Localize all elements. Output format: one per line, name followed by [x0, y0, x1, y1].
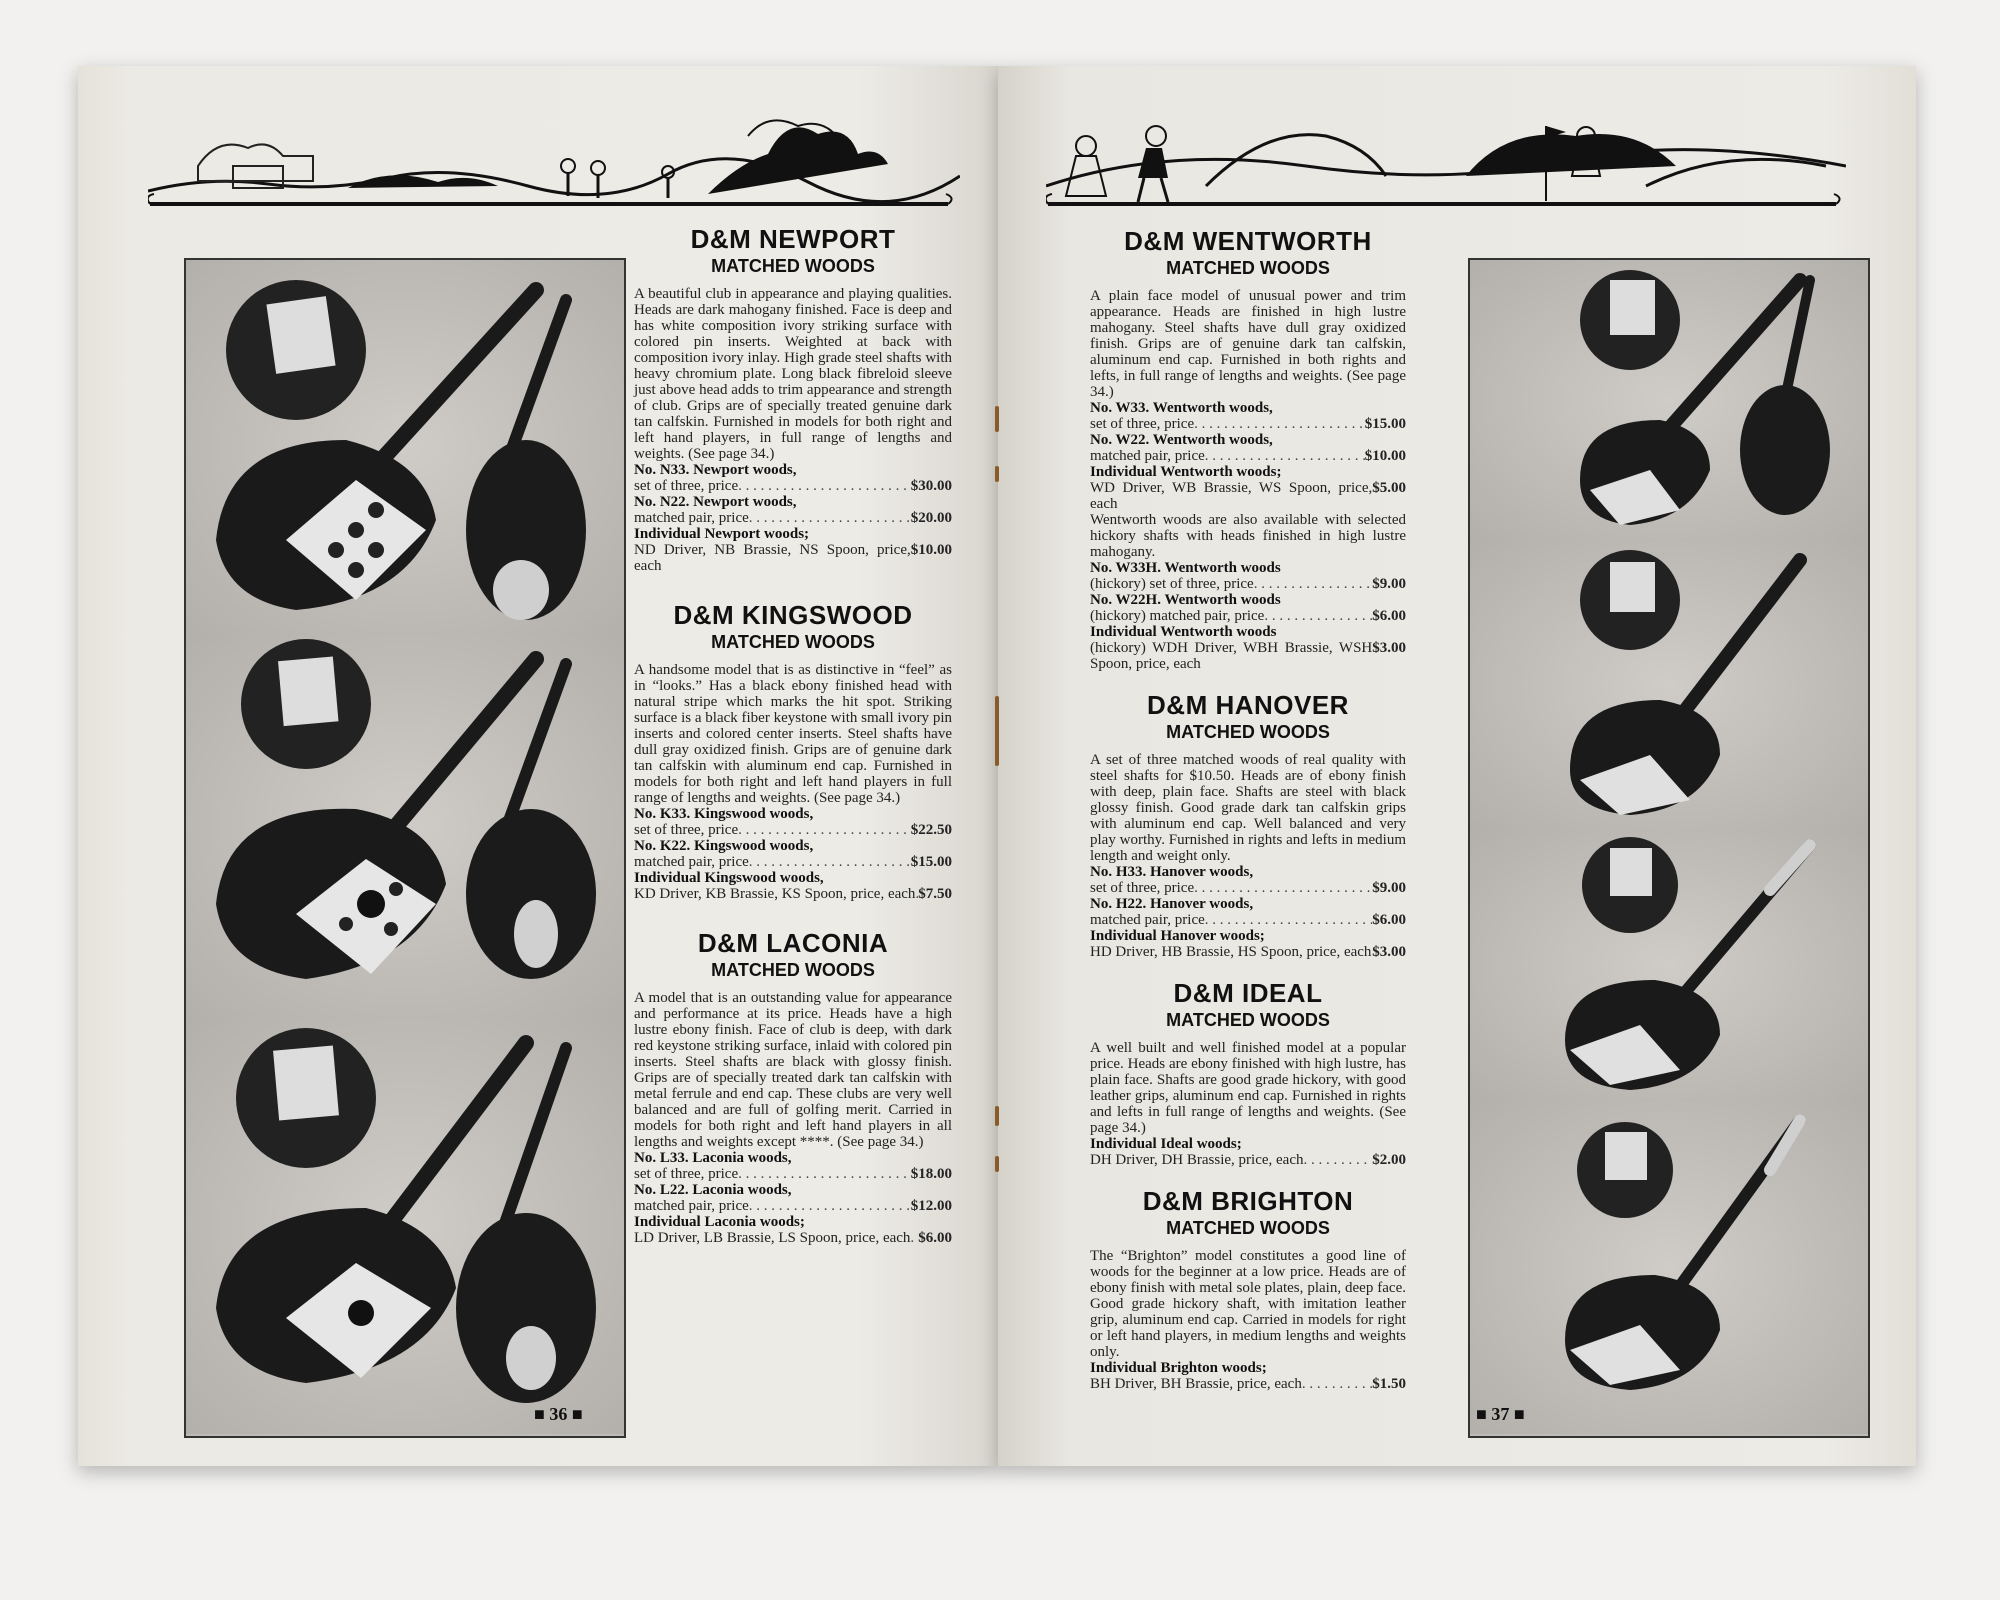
- kingswood-woods-photo: [186, 634, 624, 1020]
- staple-top-2: [995, 466, 999, 482]
- item-description: BH Driver, BH Brassie, price, each: [1090, 1376, 1302, 1392]
- item-code: No. K33. Kingswood woods,: [634, 806, 814, 822]
- price-item: [1090, 1136, 1406, 1168]
- staple-middle: [995, 696, 999, 766]
- section-subtitle: MATCHED WOODS: [711, 256, 875, 276]
- section-description: A plain face model of unusual power and trim appearance. Heads are finished in high lustre mahogany. Steel shafts have dull gray oxidized finish. Grips are of genuine dark tan calfskin, aluminum end cap. Furnished in both rights and lefts, in full range of lengths and weights. (See page 34.): [1090, 288, 1406, 400]
- item-price: $1.50: [1372, 1376, 1406, 1392]
- item-description: matched pair, price: [1090, 912, 1205, 928]
- left-page: [78, 66, 998, 1466]
- price-line: [1090, 416, 1406, 432]
- item-code: Individual Kingswood woods,: [634, 870, 824, 886]
- price-line: [1090, 912, 1406, 928]
- item-code: No. H33. Hanover woods,: [1090, 864, 1254, 880]
- price-line: [634, 854, 952, 870]
- product-section: [1090, 1186, 1406, 1392]
- item-code: Individual Laconia woods;: [634, 1214, 805, 1230]
- newport-woods-photo: [186, 260, 624, 636]
- price-line: [1090, 1152, 1406, 1168]
- open-catalog-booklet: [78, 66, 1916, 1476]
- wentworth-woods-photo: [1470, 260, 1868, 542]
- price-item: [634, 1150, 952, 1182]
- price-line: [1090, 448, 1406, 464]
- item-price: $3.00: [1372, 944, 1406, 960]
- price-item: [634, 462, 952, 494]
- item-description: matched pair, price: [1090, 448, 1205, 464]
- item-description: set of three, price: [1090, 416, 1195, 432]
- section-title: D&M NEWPORT: [690, 224, 896, 254]
- item-code: Individual Hanover woods;: [1090, 928, 1265, 944]
- item-description: (hickory) WDH Driver, WBH Brassie, WSH Spoon, price, each: [1090, 640, 1373, 672]
- item-description: LD Driver, LB Brassie, LS Spoon, price, each: [634, 1230, 911, 1246]
- item-code: No. K22. Kingswood woods,: [634, 838, 814, 854]
- leader-dots: [738, 822, 911, 838]
- item-code: No. W22. Wentworth woods,: [1090, 432, 1273, 448]
- price-line: [634, 510, 952, 526]
- item-code: Individual Newport woods;: [634, 526, 810, 542]
- product-section: [1090, 226, 1406, 672]
- item-description: set of three, price: [634, 1166, 739, 1182]
- product-section: [1090, 978, 1406, 1168]
- item-description: (hickory) set of three, price: [1090, 576, 1254, 592]
- page-number-37: ■ 37 ■: [1476, 1404, 1525, 1424]
- item-code: No. L22. Laconia woods,: [634, 1182, 792, 1198]
- item-price: $20.00: [910, 510, 952, 526]
- item-description: set of three, price: [634, 822, 739, 838]
- ideal-woods-photo: [1470, 830, 1868, 1102]
- item-code: No. W33H. Wentworth woods: [1090, 560, 1281, 576]
- section-description: The “Brighton” model constitutes a good line of woods for the beginner at a low price. Heads are of ebony finish with metal sole plates, plain, deep face. Good grade hickory shaft, with imitation leather grip, aluminum end cap. Carried in models for right or left hand players, in medium lengths and weights only.: [1090, 1248, 1406, 1360]
- product-section: [634, 928, 952, 1246]
- price-line: [634, 478, 952, 494]
- leader-dots: [738, 1166, 911, 1182]
- section-subtitle: MATCHED WOODS: [711, 960, 875, 980]
- item-description: matched pair, price: [634, 510, 749, 526]
- section-subtitle: MATCHED WOODS: [1166, 1218, 1330, 1238]
- leader-dots: [1304, 1152, 1373, 1168]
- price-item: [1090, 592, 1406, 624]
- leader-dots: [1264, 608, 1372, 624]
- product-section: [634, 224, 952, 574]
- club-photo-panel-right: [1468, 258, 1870, 1438]
- staple-top: [995, 406, 999, 432]
- price-line: [1090, 1376, 1406, 1392]
- item-price: $9.00: [1372, 880, 1406, 896]
- item-code: No. W22H. Wentworth woods: [1090, 592, 1281, 608]
- item-price: $15.00: [1364, 416, 1406, 432]
- item-description: WD Driver, WB Brassie, WS Spoon, price, each: [1090, 480, 1373, 512]
- price-item: [1090, 1360, 1406, 1392]
- item-price: $30.00: [910, 478, 952, 494]
- item-price: $12.00: [910, 1198, 952, 1214]
- leader-dots: [1205, 448, 1365, 464]
- item-code: No. H22. Hanover woods,: [1090, 896, 1254, 912]
- section-description: A model that is an outstanding value for appearance and performance at its price. Heads have a high lustre ebony finish. Face of club is deep, with dark red keystone striking surface, inlaid with colored pin inserts. Steel shafts are black with glossy finish. Grips are of specially treated dark tan calfskin with metal ferrule and end cap. These clubs are very well balanced and are full of golfing merit. Carried in models for both right and left hand players in all lengths and weights except ****. (See page 34.): [634, 990, 952, 1150]
- item-price: $10.00: [1364, 448, 1406, 464]
- price-line: [1090, 880, 1406, 896]
- item-code: Individual Brighton woods;: [1090, 1360, 1267, 1376]
- price-line: [634, 1166, 952, 1182]
- item-description: ND Driver, NB Brassie, NS Spoon, price, each: [634, 542, 911, 574]
- leader-dots: [738, 478, 911, 494]
- section-title: D&M HANOVER: [1147, 690, 1349, 720]
- item-price: $10.00: [910, 542, 952, 558]
- club-photo-panel-left: [184, 258, 626, 1438]
- section-title: D&M KINGSWOOD: [673, 600, 913, 630]
- section-subtitle: MATCHED WOODS: [1166, 1010, 1330, 1030]
- price-item: [634, 1214, 952, 1246]
- staple-bottom: [995, 1106, 999, 1126]
- price-line: [1090, 480, 1406, 512]
- price-item: [1090, 864, 1406, 896]
- right-text-column: [1090, 226, 1406, 1392]
- price-line: [1090, 608, 1406, 624]
- leader-dots: [910, 1230, 918, 1246]
- item-description: matched pair, price: [634, 1198, 749, 1214]
- staple-bottom-2: [995, 1156, 999, 1172]
- price-line: [634, 822, 952, 838]
- section-description: A beautiful club in appearance and playing qualities. Heads are dark mahogany finished. Face is deep and has white composition ivory striking surface with colored pin inserts. Weighted at back with composition ivory inlay. High grade steel shafts with heavy chromium plate. Long black fibreloid sleeve just above head adds to trim appearance and strength of club. Grips are of specially treated genuine dark tan calfskin. Furnished in models for both right and left hand players, in full range of lengths and weights. (See page 34.): [634, 286, 952, 462]
- item-description: set of three, price: [634, 478, 739, 494]
- section-title: D&M BRIGHTON: [1142, 1186, 1354, 1216]
- item-price: $9.00: [1372, 576, 1406, 592]
- section-description: A handsome model that is as distinctive in “feel” as in “looks.” Has a black ebony finished head with natural stripe which marks the hit spot. Striking surface is a black fiber keystone with small ivory pin inserts and colored center inserts. Steel shafts have dull gray oxidized finish. Grips are of genuine dark tan calfskin with aluminum end cap. Furnished in models for both right and left hand players in full range of lengths and weights. (See page 34.): [634, 662, 952, 806]
- item-code: No. W33. Wentworth woods,: [1090, 400, 1273, 416]
- section-subtitle: MATCHED WOODS: [711, 632, 875, 652]
- section-title: D&M IDEAL: [1173, 978, 1323, 1008]
- left-text-column: [634, 224, 952, 1246]
- brighton-woods-photo: [1470, 1100, 1868, 1434]
- item-description: (hickory) matched pair, price: [1090, 608, 1265, 624]
- price-item: [1090, 464, 1406, 512]
- price-item: [1090, 432, 1406, 464]
- leader-dots: [749, 510, 911, 526]
- price-item: [634, 806, 952, 838]
- price-item: [634, 526, 952, 574]
- price-line: [634, 542, 952, 574]
- item-price: $6.00: [1372, 608, 1406, 624]
- price-item: [634, 1182, 952, 1214]
- leader-dots: [1194, 880, 1372, 896]
- item-code: No. N22. Newport woods,: [634, 494, 797, 510]
- item-code: Individual Wentworth woods;: [1090, 464, 1282, 480]
- item-description: DH Driver, DH Brassie, price, each: [1090, 1152, 1304, 1168]
- price-item: [634, 870, 952, 902]
- price-item: [1090, 400, 1406, 432]
- price-line: [634, 1198, 952, 1214]
- golf-landscape-header-illustration: [148, 106, 960, 216]
- price-line: [1090, 944, 1406, 960]
- item-description: set of three, price: [1090, 880, 1195, 896]
- item-code: Individual Wentworth woods: [1090, 624, 1277, 640]
- item-description: HD Driver, HB Brassie, HS Spoon, price, each: [1090, 944, 1372, 960]
- product-section: [634, 600, 952, 902]
- item-code: No. L33. Laconia woods,: [634, 1150, 792, 1166]
- section-title: D&M LACONIA: [697, 928, 889, 958]
- item-price: $5.00: [1372, 480, 1406, 496]
- golfers-header-illustration: [1046, 106, 1846, 216]
- price-line: [634, 1230, 952, 1246]
- item-price: $6.00: [918, 1230, 952, 1246]
- section-title: D&M WENTWORTH: [1124, 226, 1372, 256]
- item-price: $7.50: [918, 886, 952, 902]
- item-price: $3.00: [1372, 640, 1406, 656]
- section-subtitle: MATCHED WOODS: [1166, 258, 1330, 278]
- leader-dots: [1302, 1376, 1372, 1392]
- item-price: $18.00: [910, 1166, 952, 1182]
- section-description: A well built and well finished model at a popular price. Heads are ebony finished with high lustre, has plain face. Shafts are good grade hickory, with good leather grips, aluminum end cap. Furnished in rights and lefts in full range of lengths and weights. (See page 34.): [1090, 1040, 1406, 1136]
- item-description: matched pair, price: [634, 854, 749, 870]
- item-price: $15.00: [910, 854, 952, 870]
- laconia-woods-photo: [186, 1018, 624, 1434]
- item-code: No. N33. Newport woods,: [634, 462, 797, 478]
- price-line: [634, 886, 952, 902]
- section-note: Wentworth woods are also available with selected hickory shafts with heads finished in high lustre mahogany.: [1090, 512, 1406, 560]
- leader-dots: [749, 1198, 911, 1214]
- leader-dots: [1254, 576, 1373, 592]
- price-item: [634, 494, 952, 526]
- leader-dots: [1194, 416, 1365, 432]
- product-section: [1090, 690, 1406, 960]
- item-description: KD Driver, KB Brassie, KS Spoon, price, each: [634, 886, 916, 902]
- price-line: [1090, 576, 1406, 592]
- item-code: Individual Ideal woods;: [1090, 1136, 1242, 1152]
- price-item: [634, 838, 952, 870]
- price-item: [1090, 896, 1406, 928]
- hanover-woods-photo: [1470, 540, 1868, 832]
- item-price: $6.00: [1372, 912, 1406, 928]
- leader-dots: [749, 854, 911, 870]
- price-line: [1090, 640, 1406, 672]
- price-item: [1090, 560, 1406, 592]
- price-item: [1090, 624, 1406, 672]
- leader-dots: [1205, 912, 1372, 928]
- right-page: [998, 66, 1916, 1466]
- page-number-36: ■ 36 ■: [534, 1404, 583, 1424]
- price-item: [1090, 928, 1406, 960]
- section-description: A set of three matched woods of real quality with steel shafts for $10.50. Heads are of ebony finish with deep, plain face. Shafts are steel with black glossy finish. Good grade dark tan calfskin grips with aluminum end cap. Well balanced and very play worthy. Furnished in rights and lefts in medium length and weight only.: [1090, 752, 1406, 864]
- item-price: $2.00: [1372, 1152, 1406, 1168]
- item-price: $22.50: [910, 822, 952, 838]
- section-subtitle: MATCHED WOODS: [1166, 722, 1330, 742]
